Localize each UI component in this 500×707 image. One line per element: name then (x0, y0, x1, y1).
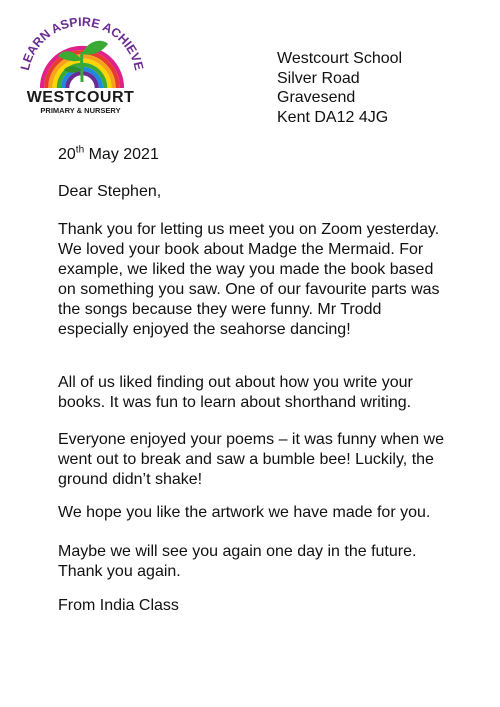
address-line: Gravesend (277, 89, 356, 106)
address-line: Kent DA12 4JG (277, 108, 389, 126)
school-logo (18, 10, 148, 118)
letter-date (58, 146, 159, 164)
logo-subtitle: PRIMARY & NURSERY (40, 106, 121, 115)
logo-school-name: WESTCOURT (26, 89, 135, 106)
date-day: 20 (58, 146, 76, 163)
logo-arc-text: LEARN ASPIRE ACHIEVE (18, 14, 147, 72)
letter-paragraph-5: Maybe we will see you again one day in the future. Thank you again. (58, 543, 417, 580)
letter-paragraph-4: We hope you like the artwork we have made for you. (58, 504, 431, 521)
date-month-year: May 2021 (84, 146, 159, 163)
school-address (277, 49, 402, 127)
letter-signoff: From India Class (58, 597, 179, 614)
logo-emblem (18, 10, 148, 92)
letter-greeting: Dear Stephen, (58, 183, 162, 200)
address-line: Silver Road (277, 69, 360, 87)
address-line: Westcourt School (277, 50, 403, 67)
letter-paragraph-1: Thank you for letting us meet you on Zoom yesterday. We loved your book about Madge the Mermaid. For example, we liked the way you made the book based on something you saw. One of our favourite parts was the songs because they were funny. Mr Trodd especially enjoyed the seahorse dancing! (58, 221, 440, 338)
letter-paragraph-2: All of us liked finding out about how you write your books. It was fun to learn about shorthand writing. (58, 374, 413, 411)
date-suffix: th (75, 144, 85, 156)
letter-paragraph-3: Everyone enjoyed your poems – it was funny when we went out to break and saw a bumble bee! Luckily, the ground didn’t shake! (58, 431, 444, 488)
